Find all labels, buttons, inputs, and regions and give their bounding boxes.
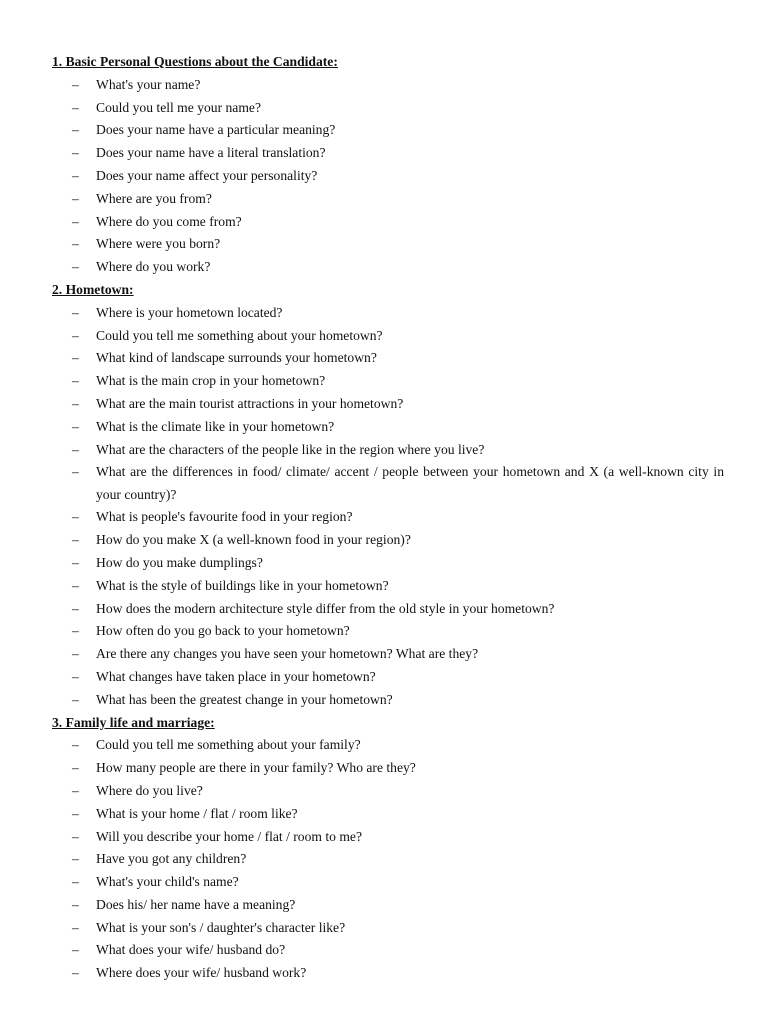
dash-bullet: – (72, 122, 79, 138)
dash-bullet: – (72, 304, 79, 320)
dash-bullet: – (72, 577, 79, 593)
question-text: What has been the greatest change in your hometown? (96, 691, 393, 707)
list-item (52, 370, 724, 393)
list-item (52, 939, 724, 962)
dash-bullet: – (72, 76, 79, 92)
question-list (52, 302, 724, 712)
dash-bullet: – (72, 509, 79, 525)
list-item (52, 256, 724, 279)
question-text: What is your home / flat / room like? (96, 805, 298, 821)
dash-bullet: – (72, 805, 79, 821)
question-text: What are the differences in food/ climate/ accent / people between your hometown and X (a well-known city in your country)? (96, 464, 724, 502)
question-text: Will you describe your home / flat / room to me? (96, 828, 362, 844)
dash-bullet: – (72, 600, 79, 616)
list-item (52, 119, 724, 142)
list-item (52, 803, 724, 826)
list-item (52, 74, 724, 97)
list-item (52, 211, 724, 234)
question-text: What are the characters of the people like in the region where you live? (96, 441, 485, 457)
list-item (52, 552, 724, 575)
question-text: What are the main tourist attractions in your hometown? (96, 395, 404, 411)
list-item (52, 643, 724, 666)
question-text: What is the style of buildings like in your hometown? (96, 577, 389, 593)
question-text: Does your name have a particular meaning? (96, 122, 336, 138)
question-text: What is the climate like in your hometown? (96, 418, 335, 434)
dash-bullet: – (72, 668, 79, 684)
dash-bullet: – (72, 760, 79, 776)
question-text: Does your name affect your personality? (96, 167, 318, 183)
question-text: What changes have taken place in your hometown? (96, 668, 376, 684)
list-item (52, 780, 724, 803)
question-text: What's your child's name? (96, 874, 239, 890)
list-item (52, 734, 724, 757)
dash-bullet: – (72, 145, 79, 161)
list-item (52, 871, 724, 894)
dash-bullet: – (72, 896, 79, 912)
question-text: Where do you work? (96, 259, 211, 275)
list-item (52, 439, 724, 462)
dash-bullet: – (72, 919, 79, 935)
list-item (52, 962, 724, 985)
dash-bullet: – (72, 554, 79, 570)
dash-bullet: – (72, 851, 79, 867)
dash-bullet: – (72, 828, 79, 844)
list-item (52, 620, 724, 643)
list-item (52, 689, 724, 712)
list-item (52, 233, 724, 256)
question-text: What is people's favourite food in your region? (96, 509, 353, 525)
dash-bullet: – (72, 350, 79, 366)
list-item (52, 142, 724, 165)
section-title: 2. Hometown: (52, 281, 134, 297)
list-item (52, 347, 724, 370)
dash-bullet: – (72, 236, 79, 252)
dash-bullet: – (72, 874, 79, 890)
question-text: What's your name? (96, 76, 201, 92)
question-text: Does his/ her name have a meaning? (96, 896, 296, 912)
dash-bullet: – (72, 190, 79, 206)
list-item (52, 461, 724, 506)
list-item (52, 894, 724, 917)
section-title: 3. Family life and marriage: (52, 714, 215, 730)
list-item (52, 848, 724, 871)
question-text: Could you tell me your name? (96, 99, 261, 115)
section-title: 1. Basic Personal Questions about the Candidate: (52, 54, 338, 69)
question-text: What is the main crop in your hometown? (96, 373, 326, 389)
dash-bullet: – (72, 782, 79, 798)
question-text: Could you tell me something about your hometown? (96, 327, 383, 343)
question-text: Are there any changes you have seen your hometown? What are they? (96, 646, 479, 662)
question-text: What is your son's / daughter's character like? (96, 919, 346, 935)
list-item (52, 917, 724, 940)
dash-bullet: – (72, 327, 79, 343)
question-text: How do you make X (a well-known food in your region)? (96, 532, 411, 548)
list-item (52, 188, 724, 211)
question-text: How does the modern architecture style differ from the old style in your hometown? (96, 600, 555, 616)
list-item (52, 97, 724, 120)
question-list (52, 74, 724, 279)
question-text: How many people are there in your family? Who are they? (96, 760, 416, 776)
question-text: Where are you from? (96, 190, 212, 206)
list-item (52, 165, 724, 188)
question-text: Does your name have a literal translation? (96, 145, 326, 161)
dash-bullet: – (72, 646, 79, 662)
list-item (52, 416, 724, 439)
question-text: How often do you go back to your hometown? (96, 623, 350, 639)
dash-bullet: – (72, 965, 79, 981)
section-hometown (52, 279, 724, 712)
list-item (52, 302, 724, 325)
question-text: How do you make dumplings? (96, 554, 263, 570)
list-item (52, 325, 724, 348)
question-text: Where do you come from? (96, 213, 242, 229)
dash-bullet: – (72, 418, 79, 434)
document-page (52, 51, 724, 985)
question-text: Where is your hometown located? (96, 304, 283, 320)
list-item (52, 393, 724, 416)
section-basic-personal (52, 51, 724, 279)
list-item (52, 529, 724, 552)
question-text: Could you tell me something about your family? (96, 737, 361, 753)
question-text: Have you got any children? (96, 851, 247, 867)
dash-bullet: – (72, 737, 79, 753)
list-item (52, 598, 724, 621)
section-family-life (52, 712, 724, 986)
dash-bullet: – (72, 942, 79, 958)
dash-bullet: – (72, 167, 79, 183)
list-item (52, 575, 724, 598)
list-item (52, 506, 724, 529)
dash-bullet: – (72, 259, 79, 275)
question-text: Where do you live? (96, 782, 203, 798)
list-item (52, 757, 724, 780)
dash-bullet: – (72, 373, 79, 389)
dash-bullet: – (72, 395, 79, 411)
dash-bullet: – (72, 213, 79, 229)
question-text: Where does your wife/ husband work? (96, 965, 307, 981)
dash-bullet: – (72, 464, 79, 480)
question-text: What kind of landscape surrounds your hometown? (96, 350, 377, 366)
question-text: Where were you born? (96, 236, 221, 252)
dash-bullet: – (72, 441, 79, 457)
dash-bullet: – (72, 532, 79, 548)
list-item (52, 826, 724, 849)
question-list (52, 734, 724, 985)
dash-bullet: – (72, 623, 79, 639)
dash-bullet: – (72, 99, 79, 115)
list-item (52, 666, 724, 689)
dash-bullet: – (72, 691, 79, 707)
question-text: What does your wife/ husband do? (96, 942, 286, 958)
